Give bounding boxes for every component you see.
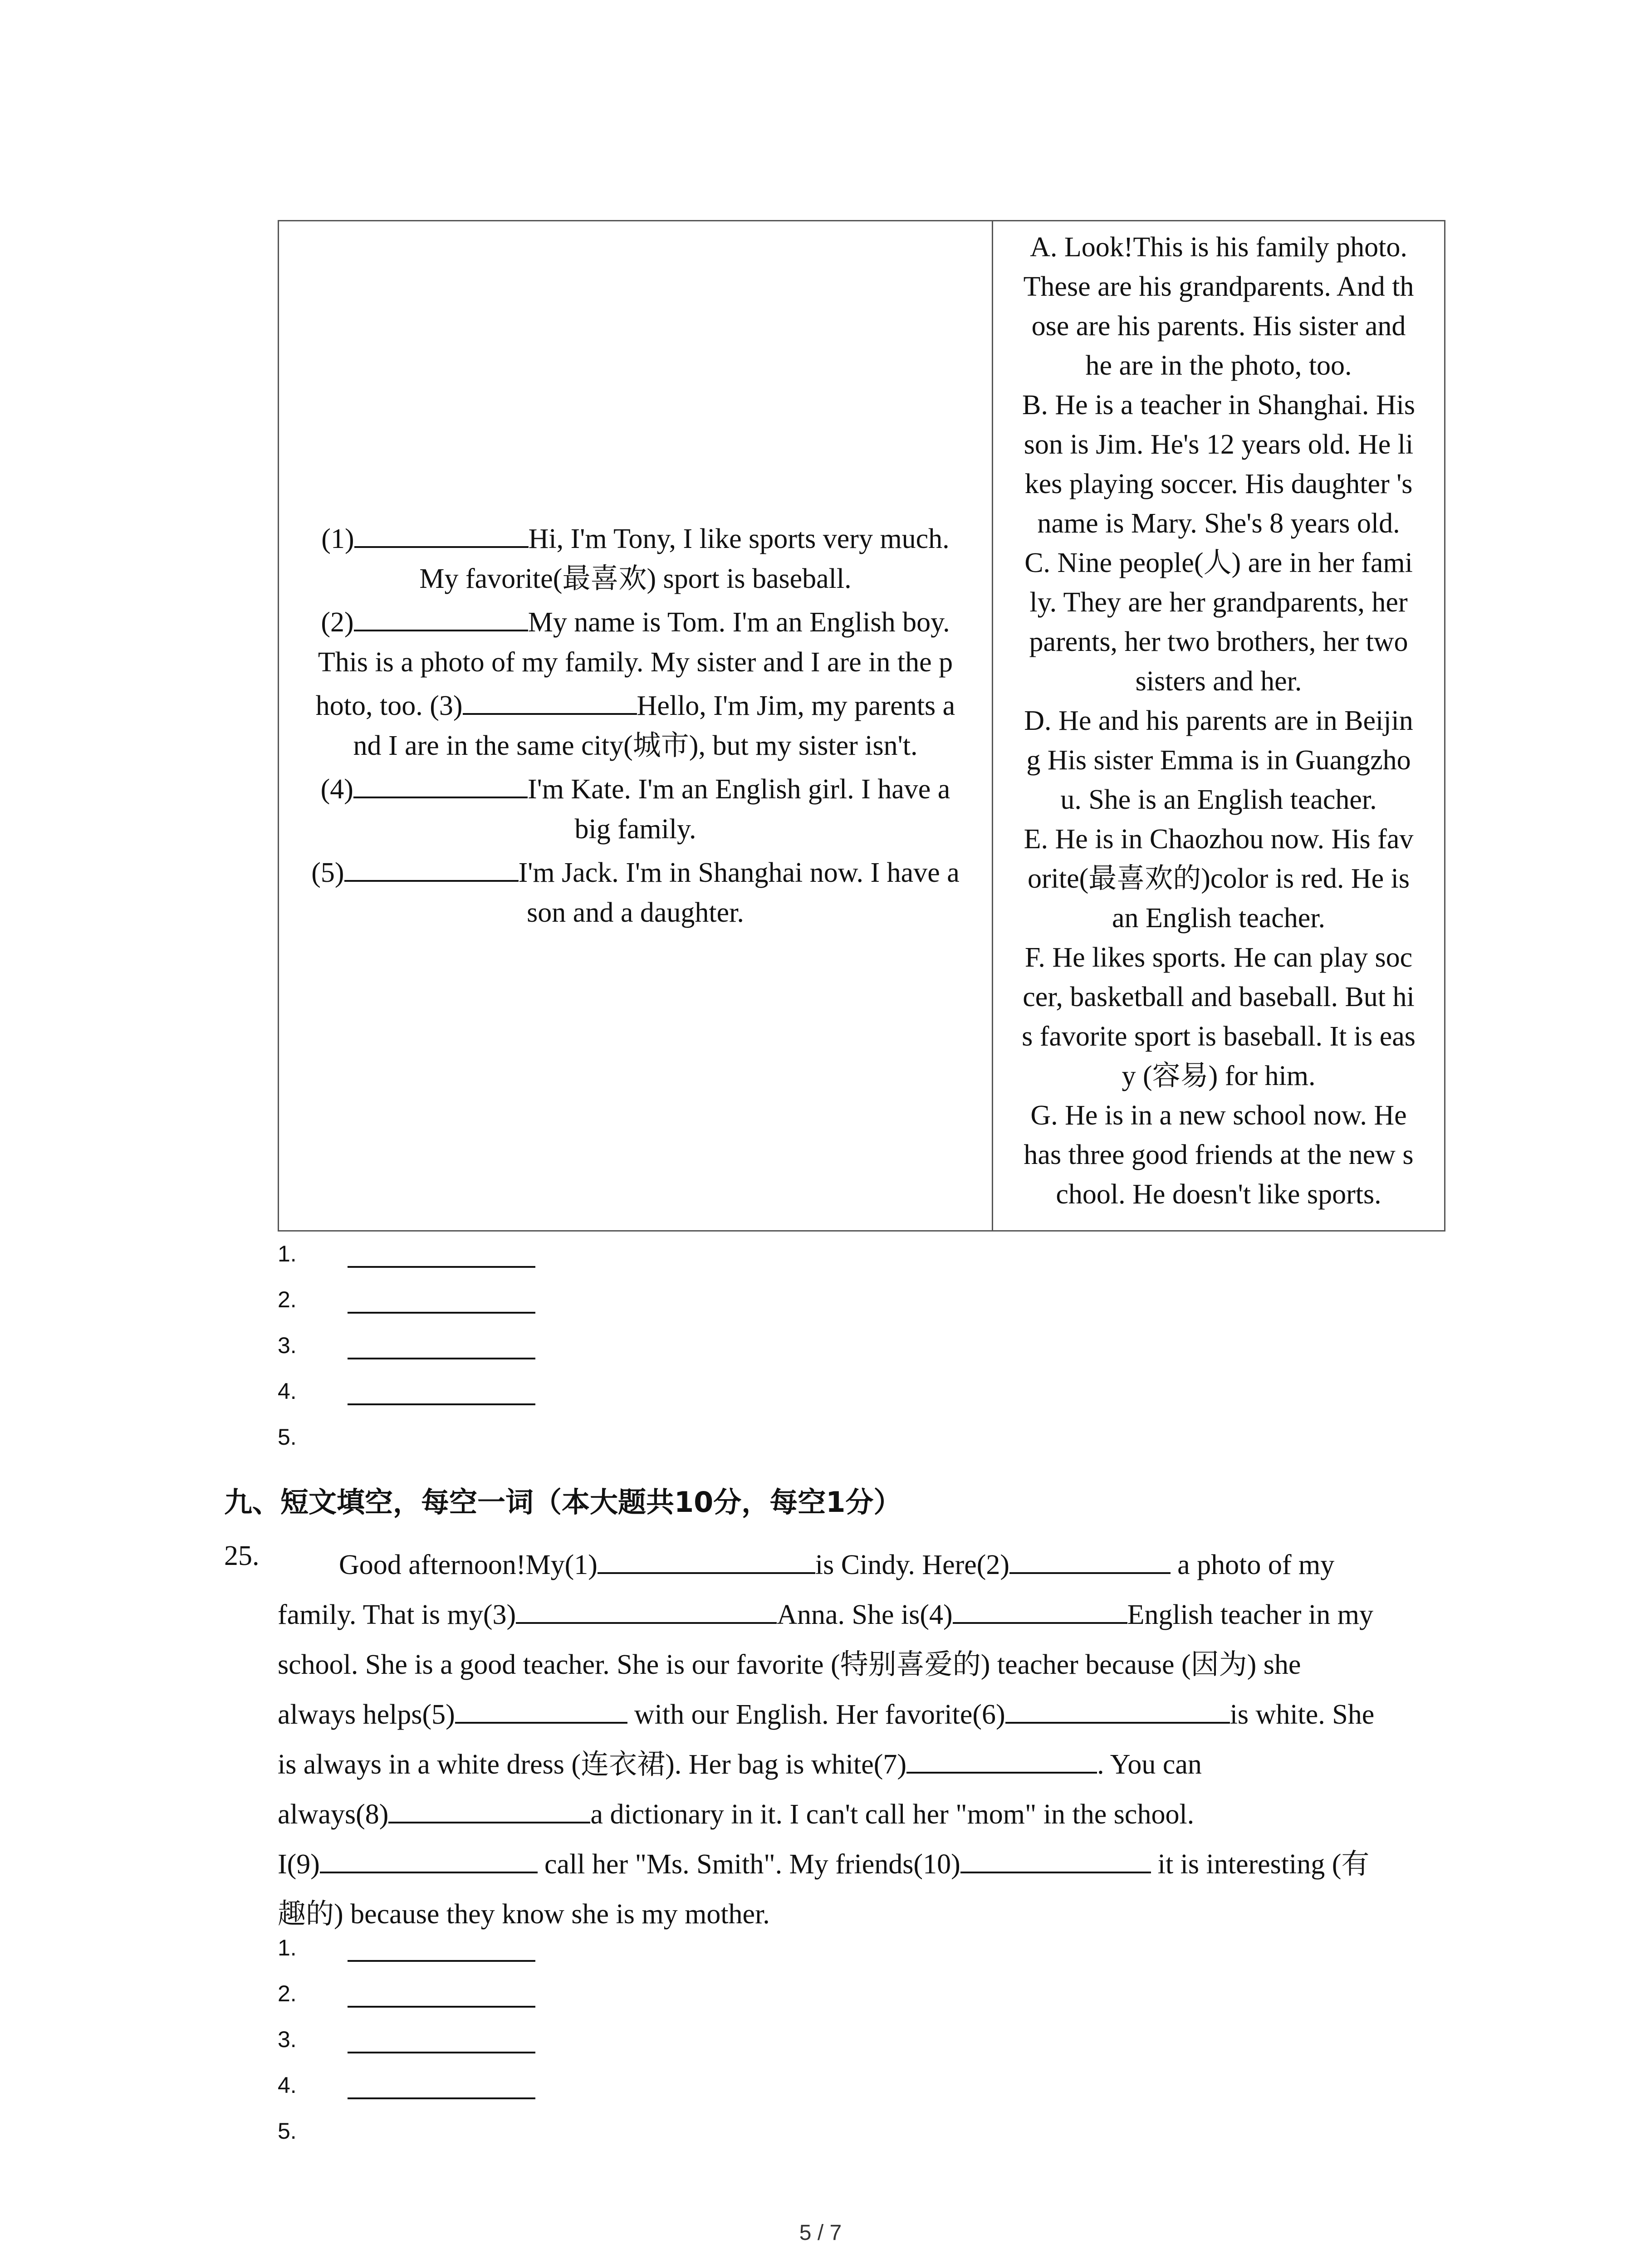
- answer-blank[interactable]: [463, 687, 637, 715]
- question-4: [291, 769, 980, 849]
- answer-number: 3.: [278, 2027, 297, 2052]
- passage-line: family. That is my(3) Anna. She is(4) English teacher in my: [278, 1590, 1439, 1640]
- answer-row: [278, 1424, 595, 1469]
- option-line: parents, her two brothers, her two: [1029, 626, 1408, 657]
- cloze-blank-9[interactable]: [320, 1845, 538, 1873]
- question-number: 25.: [224, 1540, 260, 1571]
- passage-line: always helps(5) with our English. Her favorite(6) is white. She: [278, 1690, 1439, 1740]
- answer-row: [278, 2072, 595, 2117]
- answer-row: [278, 1980, 595, 2026]
- option-line: C. Nine people(人) are in her fami: [1024, 547, 1413, 578]
- passage-line: I(9) call her "Ms. Smith". My friends(10) it is interesting (有: [278, 1839, 1439, 1889]
- matching-table: [278, 220, 1445, 1232]
- questions-cell: [279, 221, 993, 1230]
- answer-number: 5.: [278, 1424, 297, 1450]
- option-line: orite(最喜欢的)color is red. He is: [1028, 863, 1410, 894]
- option-line: ose are his parents. His sister and: [1031, 311, 1406, 342]
- question-text: Hello, I'm Jim, my parents a: [637, 690, 955, 721]
- option-line: ly. They are her grandparents, her: [1029, 587, 1408, 618]
- question-number: hoto, too. (3): [315, 690, 463, 721]
- question-number: (2): [321, 607, 354, 638]
- question-text: I'm Kate. I'm an English girl. I have a: [527, 774, 950, 805]
- question-text: son and a daughter.: [527, 897, 744, 928]
- question-text: I'm Jack. I'm in Shanghai now. I have a: [518, 857, 960, 888]
- option-line: cer, basketball and baseball. But hi: [1023, 982, 1415, 1012]
- option-line: D. He and his parents are in Beijin: [1024, 705, 1413, 736]
- question-text: My name is Tom. I'm an English boy.: [528, 607, 950, 638]
- answer-row: [278, 1935, 595, 1980]
- option-line: u. She is an English teacher.: [1060, 784, 1377, 815]
- passage-line: is always in a white dress (连衣裙). Her bag is white(7) . You can: [278, 1740, 1439, 1789]
- answer-number: 3.: [278, 1333, 297, 1358]
- option-line: sisters and her.: [1135, 666, 1302, 697]
- answer-line[interactable]: [348, 2052, 535, 2053]
- answer-line[interactable]: [348, 1358, 535, 1359]
- option-line: son is Jim. He's 12 years old. He li: [1024, 429, 1414, 460]
- answer-row: [278, 1332, 595, 1378]
- option-line: has three good friends at the new s: [1024, 1139, 1414, 1170]
- question-text: big family.: [574, 814, 696, 845]
- answer-blank[interactable]: [344, 854, 519, 882]
- option-line: G. He is in a new school now. He: [1030, 1100, 1407, 1131]
- passage-line: school. She is a good teacher. She is our favorite (特别喜爱的) teacher because (因为) she: [278, 1649, 1301, 1680]
- answer-blank[interactable]: [354, 603, 528, 631]
- answer-line[interactable]: [348, 1403, 535, 1405]
- cloze-blank-2[interactable]: [1009, 1546, 1171, 1574]
- answer-blank[interactable]: [353, 770, 528, 798]
- question-3: [291, 686, 980, 766]
- passage-line: Good afternoon!My(1) is Cindy. Here(2) a photo of my: [278, 1540, 1439, 1590]
- question-text: Hi, I'm Tony, I like sports very much.: [528, 523, 950, 554]
- cloze-blank-8[interactable]: [388, 1795, 590, 1823]
- cloze-blank-6[interactable]: [1005, 1696, 1230, 1724]
- question-text: This is a photo of my family. My sister and I are in the p: [318, 647, 953, 678]
- option-line: F. He likes sports. He can play soc: [1024, 942, 1413, 973]
- question-5: [291, 853, 980, 933]
- page-number: 5 / 7: [799, 2221, 842, 2245]
- answer-row: [278, 1241, 595, 1286]
- question-number: (5): [311, 857, 344, 888]
- answer-number: 4.: [278, 2072, 297, 2098]
- option-line: A. Look!This is his family photo.: [1030, 232, 1407, 263]
- answer-blank[interactable]: [354, 520, 529, 548]
- cloze-blank-10[interactable]: [960, 1845, 1151, 1873]
- answer-row: [278, 2026, 595, 2072]
- answer-line[interactable]: [348, 2006, 535, 2008]
- answer-number: 2.: [278, 1287, 297, 1312]
- option-line: chool. He doesn't like sports.: [1056, 1179, 1381, 1210]
- question-text: nd I are in the same city(城市), but my sister isn't.: [353, 730, 918, 761]
- answer-line[interactable]: [348, 2097, 535, 2099]
- option-line: s favorite sport is baseball. It is eas: [1022, 1021, 1416, 1052]
- section-title: 九、短文填空，每空一词（本大题共10分，每空1分）: [224, 1486, 902, 1519]
- passage-line: always(8) a dictionary in it. I can't call her "mom" in the school.: [278, 1789, 1439, 1839]
- passage-line: 趣的) because they know she is my mother.: [278, 1899, 770, 1930]
- option-line: he are in the photo, too.: [1085, 350, 1352, 381]
- option-line: y (容易) for him.: [1122, 1061, 1316, 1091]
- answer-number: 2.: [278, 1981, 297, 2006]
- answer-number: 4.: [278, 1378, 297, 1404]
- question-number: (1): [321, 523, 354, 554]
- answer-number: 1.: [278, 1241, 297, 1266]
- answer-row: [278, 2118, 595, 2163]
- answer-row: [278, 1378, 595, 1423]
- option-line: B. He is a teacher in Shanghai. His: [1022, 390, 1416, 420]
- answer-line[interactable]: [348, 1960, 535, 1962]
- option-line: name is Mary. She's 8 years old.: [1037, 508, 1400, 539]
- question-text: My favorite(最喜欢) sport is baseball.: [419, 563, 852, 594]
- cloze-blank-4[interactable]: [953, 1596, 1127, 1624]
- option-line: E. He is in Chaozhou now. His fav: [1024, 824, 1414, 855]
- option-line: kes playing soccer. His daughter 's: [1024, 469, 1413, 499]
- answer-number: 1.: [278, 1935, 297, 1960]
- answer-row: [278, 1286, 595, 1332]
- options-cell: [993, 221, 1444, 1230]
- option-line: an English teacher.: [1112, 903, 1325, 934]
- question-number: (4): [320, 774, 353, 805]
- option-line: g His sister Emma is in Guangzho: [1026, 745, 1411, 776]
- cloze-blank-7[interactable]: [906, 1745, 1097, 1774]
- answer-number: 5.: [278, 2118, 297, 2144]
- answer-line[interactable]: [348, 1266, 535, 1268]
- question-1: [291, 519, 980, 599]
- question-2: [291, 602, 980, 682]
- cloze-blank-3[interactable]: [516, 1596, 777, 1624]
- answer-line[interactable]: [348, 1312, 535, 1314]
- cloze-blank-5[interactable]: [455, 1696, 627, 1724]
- cloze-blank-1[interactable]: [598, 1546, 815, 1574]
- cloze-passage: [278, 1540, 1439, 1939]
- option-line: These are his grandparents. And th: [1023, 271, 1414, 302]
